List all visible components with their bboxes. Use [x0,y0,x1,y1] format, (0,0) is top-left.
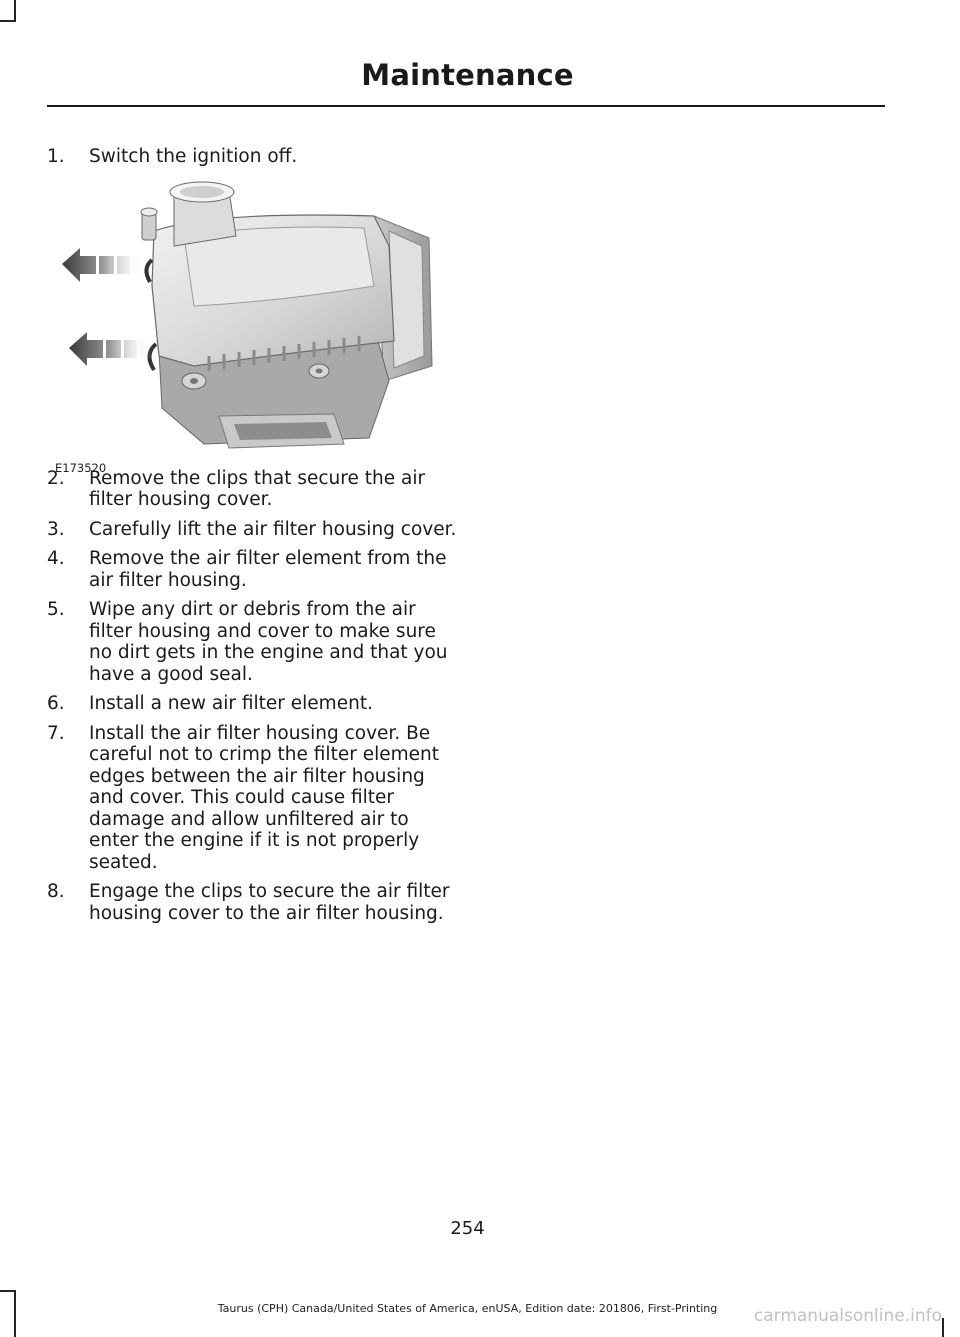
page-title: Maintenance [361,58,574,92]
crop-mark [0,1290,16,1292]
step-number: 5. [47,599,65,620]
air-filter-housing-illustration [44,176,436,475]
step-text: Remove the clips that secure the air filter housing cover. [89,467,426,510]
list-item [47,881,457,924]
step-number: 7. [47,722,65,744]
step-text: Wipe any dirt or debris from the air filter housing and cover to make sure no dirt gets in the engine and that you have a good seal. [89,599,448,685]
list-item [47,723,457,874]
procedure-steps [47,146,457,932]
step-number: 3. [47,518,65,540]
list-item [47,548,457,591]
figure-id: E173520 [55,460,107,475]
list-item [47,519,457,541]
list-item [47,599,457,685]
step-text: Install a new air filter element. [89,693,373,714]
step-number: 4. [47,548,65,569]
step-text: Switch the ignition off. [89,146,298,167]
page-number: 254 [450,1218,485,1239]
step-number: 1. [47,146,65,167]
header-divider [47,105,885,107]
list-item [47,468,457,511]
step-number: 6. [47,693,65,714]
watermark: carmanualsonline.info [753,1306,942,1326]
crop-mark [942,1318,944,1337]
list-item [47,146,457,168]
step-text: Remove the air filter element from the air filter housing. [89,548,447,591]
air-filter-housing-drawing [44,176,436,454]
list-item [47,693,457,715]
figure-item [47,176,457,475]
crop-mark [14,0,16,20]
step-text: Engage the clips to secure the air filter housing cover to the air filter housing. [89,881,450,924]
crop-mark [0,20,16,22]
edition-footer: Taurus (CPH) Canada/United States of America, enUSA, Edition date: 201806, First-Printing [217,1302,718,1315]
step-text: Carefully lift the air filter housing cover. [89,518,457,540]
step-text: Install the air filter housing cover. Be careful not to crimp the filter element edges between the air filter housing and cover. This could cause filter damage and allow unfiltered air to enter the engine if it is not properly seated. [89,722,439,873]
step-number: 8. [47,881,65,902]
step-number: 2. [47,467,65,489]
